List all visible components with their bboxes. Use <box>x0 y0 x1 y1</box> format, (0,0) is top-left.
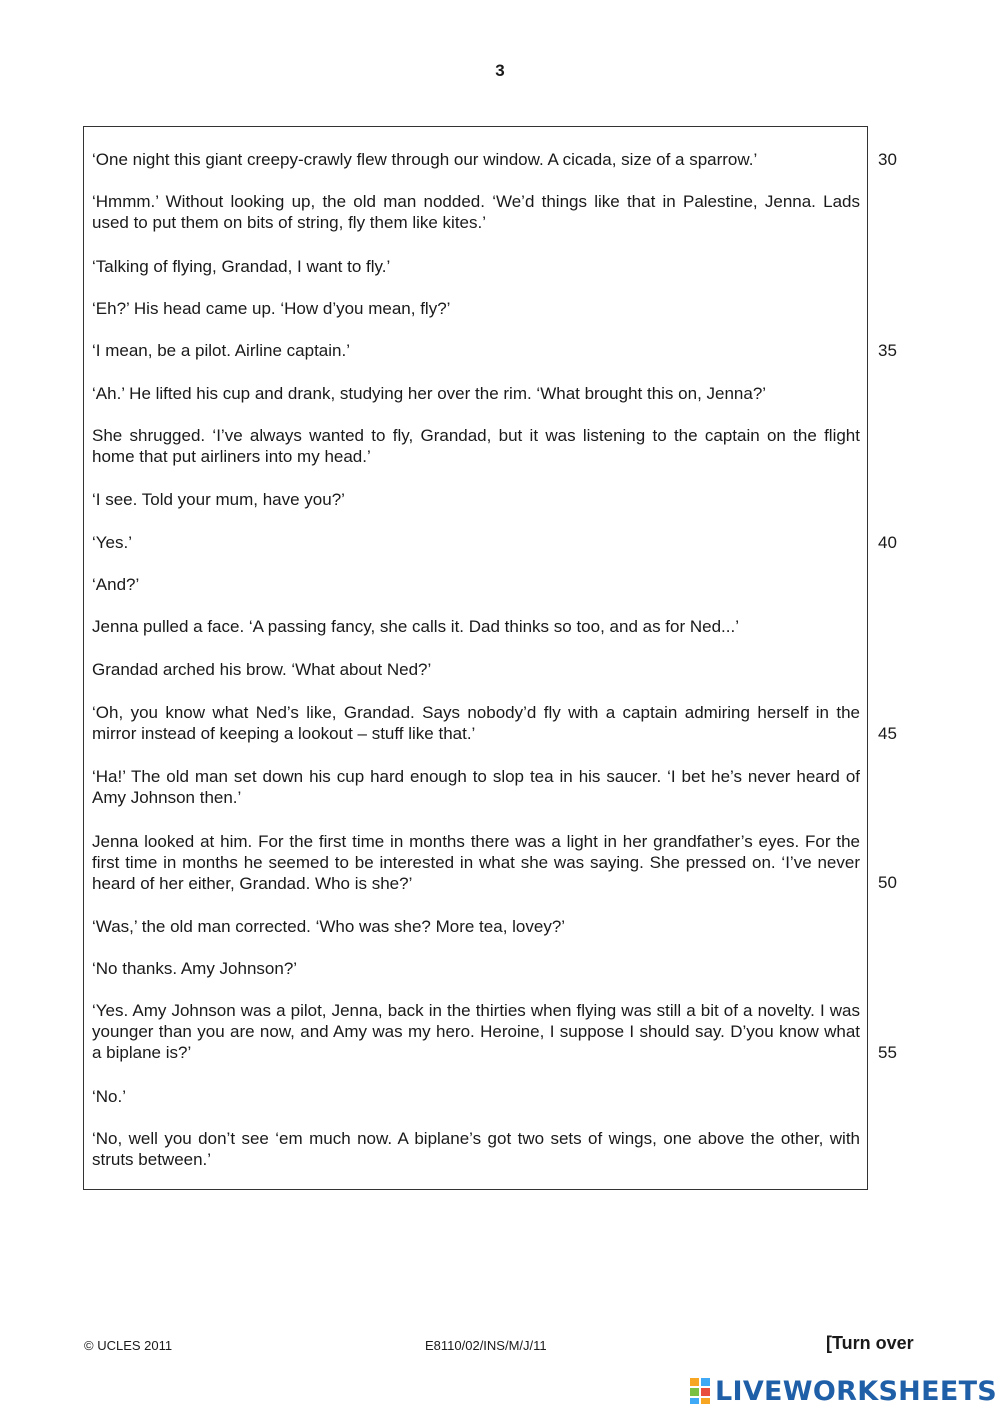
turn-over-label: [Turn over <box>826 1333 914 1353</box>
document-code: E8110/02/INS/M/J/11 <box>425 1338 547 1353</box>
passage-paragraph: Jenna pulled a face. ‘A passing fancy, she calls it. Dad thinks so too, and as for Ned...’ <box>92 617 739 636</box>
page-number: 3 <box>495 61 505 80</box>
passage-paragraph: ‘Hmmm.’ Without looking up, the old man nodded. ‘We’d things like that in Palestine, Jenna. Lads used to put them on bits of string, fly them like kites.’ <box>92 192 860 232</box>
passage-paragraph: ‘No.’ <box>92 1087 127 1106</box>
liveworksheets-brand[interactable] <box>690 1374 997 1408</box>
passage-paragraph: ‘Yes. Amy Johnson was a pilot, Jenna, back in the thirties when flying was still a bit of a novelty. I was younger than you are now, and Amy was my hero. Heroine, I suppose I should say. D’you know what a biplane is?’ <box>92 1001 860 1062</box>
passage-paragraph: ‘Yes.’ <box>92 533 133 552</box>
liveworksheets-logo-icon <box>690 1376 712 1406</box>
passage-paragraph: Grandad arched his brow. ‘What about Ned?’ <box>92 660 432 679</box>
passage-paragraph: She shrugged. ‘I’ve always wanted to fly, Grandad, but it was listening to the captain on the flight home that put airliners into my head.’ <box>92 426 860 466</box>
line-number: 50 <box>878 873 897 892</box>
copyright-notice: © UCLES 2011 <box>84 1338 173 1353</box>
passage-paragraph: ‘One night this giant creepy-crawly flew through our window. A cicada, size of a sparrow.’ <box>92 150 758 169</box>
brand-name: LIVEWORKSHEETS <box>715 1375 998 1407</box>
passage-paragraph: ‘I see. Told your mum, have you?’ <box>92 490 345 509</box>
line-number: 35 <box>878 341 897 360</box>
passage-paragraph: ‘I mean, be a pilot. Airline captain.’ <box>92 341 350 360</box>
line-number: 30 <box>878 150 897 169</box>
line-number: 55 <box>878 1043 897 1062</box>
line-number: 40 <box>878 533 897 552</box>
passage-paragraph: ‘Ah.’ He lifted his cup and drank, studying her over the rim. ‘What brought this on, Jenna?’ <box>92 384 767 403</box>
passage-paragraph: ‘Ha!’ The old man set down his cup hard enough to slop tea in his saucer. ‘I bet he’s never heard of Amy Johnson then.’ <box>92 767 860 807</box>
passage-paragraph: ‘No, well you don’t see ‘em much now. A biplane’s got two sets of wings, one above the other, with struts between.’ <box>92 1129 860 1169</box>
passage-paragraph: ‘No thanks. Amy Johnson?’ <box>92 959 298 978</box>
passage-paragraph: ‘And?’ <box>92 575 140 594</box>
passage-paragraph: ‘Oh, you know what Ned’s like, Grandad. Says nobody’d fly with a captain admiring herself in the mirror instead of keeping a lookout – stuff like that.’ <box>92 703 860 743</box>
passage-paragraph: ‘Talking of flying, Grandad, I want to fly.’ <box>92 257 391 276</box>
passage-paragraph: ‘Was,’ the old man corrected. ‘Who was she? More tea, lovey?’ <box>92 917 566 936</box>
passage-paragraph: ‘Eh?’ His head came up. ‘How d’you mean, fly?’ <box>92 299 451 318</box>
line-number: 45 <box>878 724 897 743</box>
passage-paragraph: Jenna looked at him. For the first time in months there was a light in her grandfather’s eyes. For the first time in months he seemed to be interested in what she was saying. She pressed on. ‘I’ve never heard of her either, Grandad. Who is she?’ <box>92 832 860 893</box>
